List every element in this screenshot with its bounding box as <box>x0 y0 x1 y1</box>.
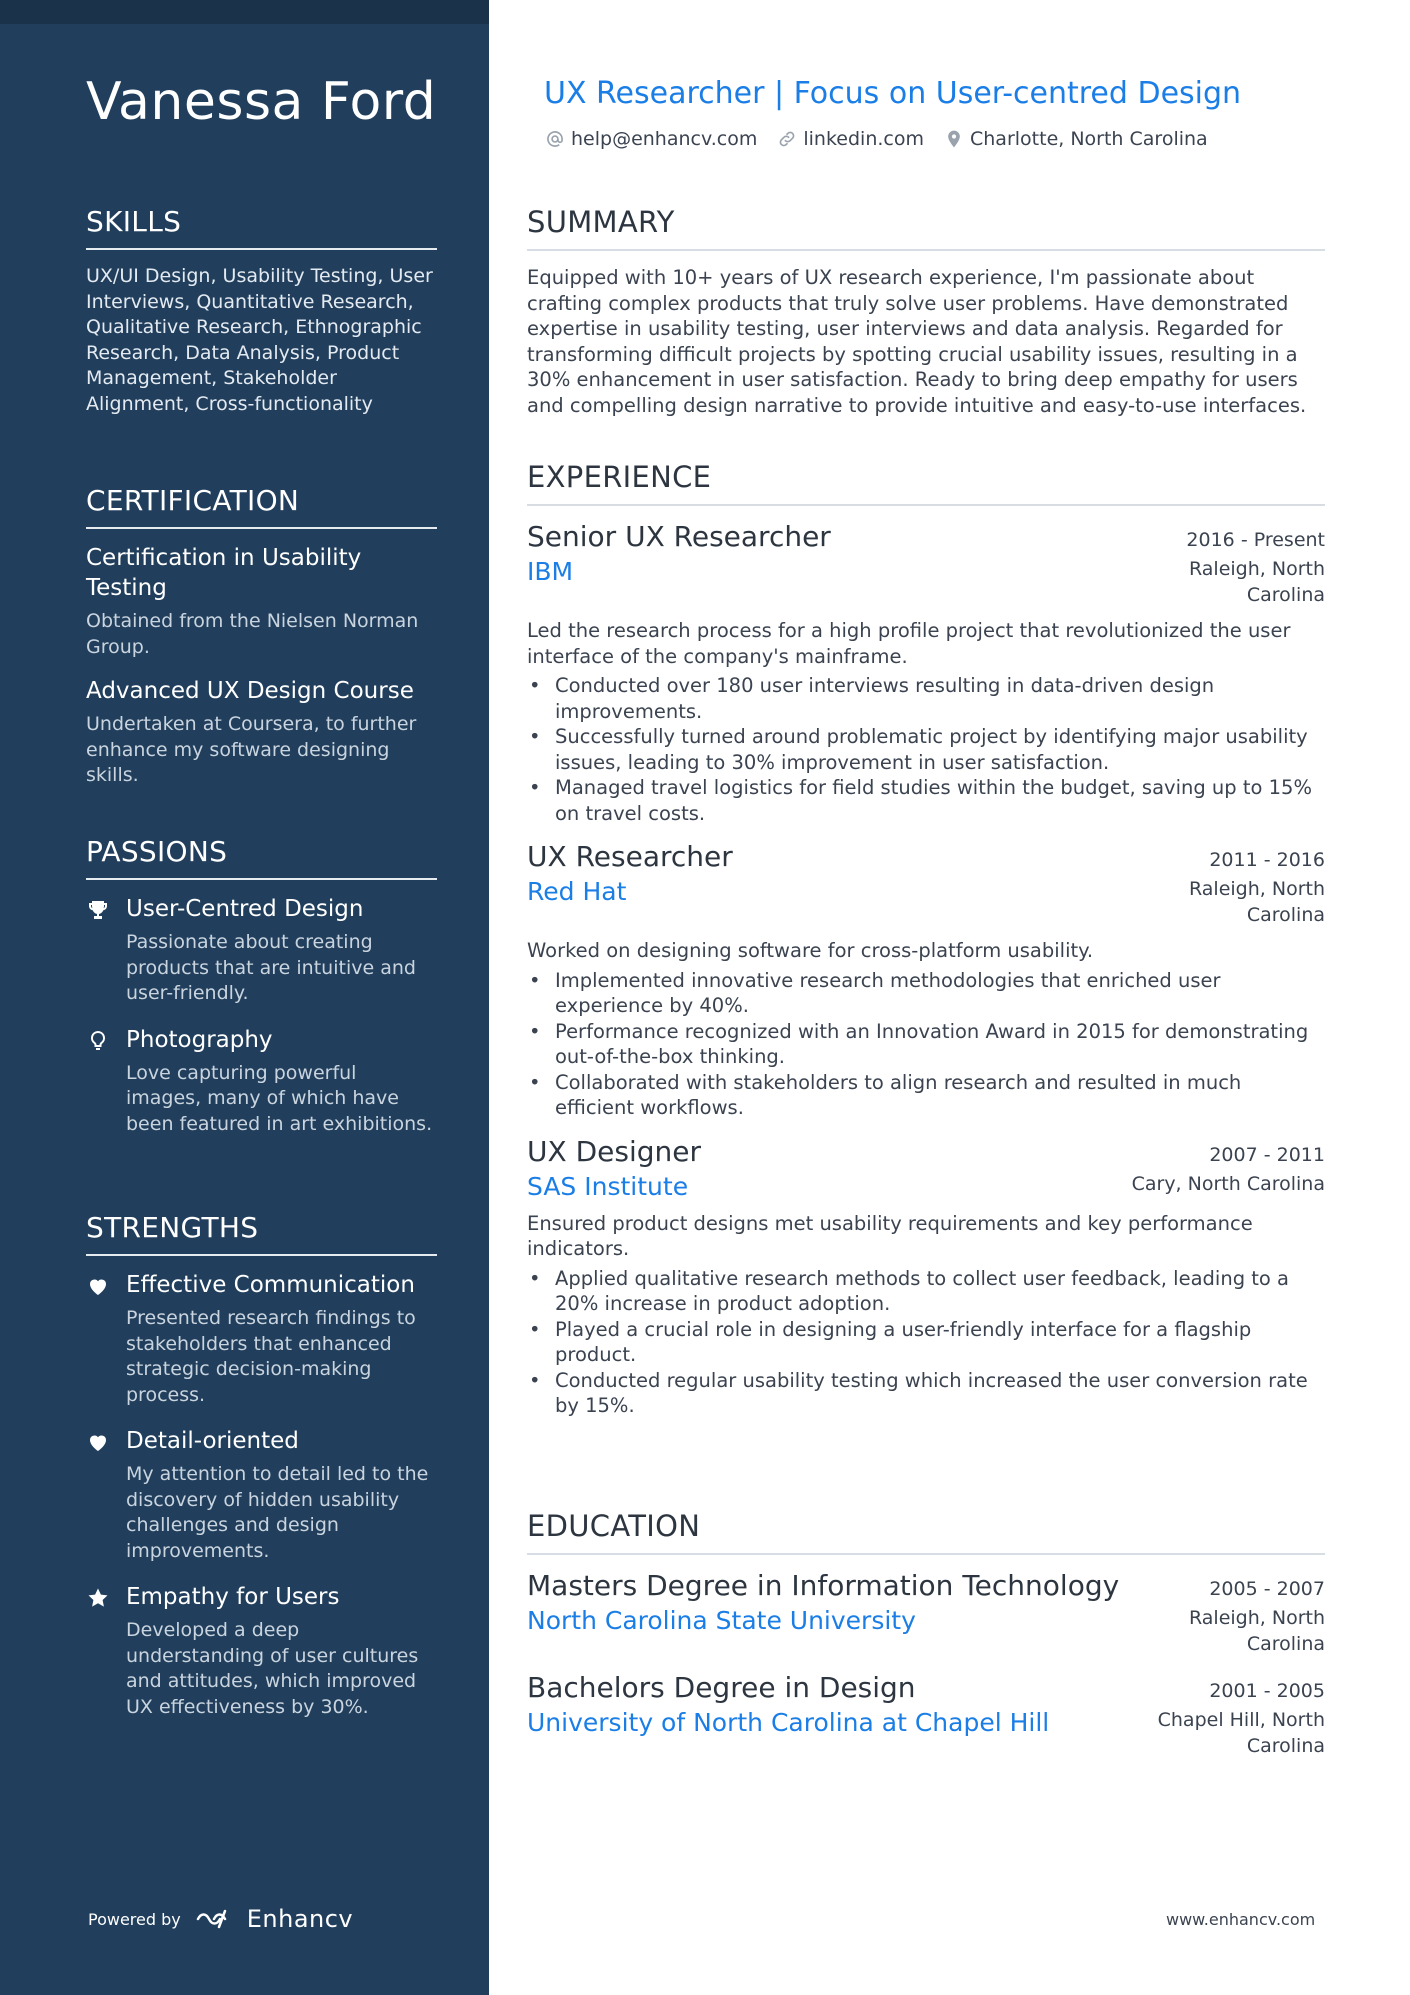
list-item: • Conducted over 180 user interviews resulting in data-driven design improvements. <box>527 673 1325 724</box>
location-pin-icon <box>944 129 964 149</box>
job-company[interactable]: IBM <box>527 557 574 586</box>
education-location: Raleigh, North Carolina <box>1189 1607 1325 1655</box>
linkedin-text: linkedin.com <box>803 128 924 150</box>
strength-title: Detail-oriented <box>126 1428 299 1454</box>
skills-section <box>86 205 437 417</box>
list-item: • Collaborated with stakeholders to align research and resulted in much efficient workflows. <box>527 1070 1325 1121</box>
strength-item <box>86 1582 437 1720</box>
skills-list: UX/UI Design, Usability Testing, User Interviews, Quantitative Research, Qualitative Research, Ethnographic Research, Data Analysis, Product Management, Stakeholder Alignment, Cross-functionality <box>86 265 433 415</box>
contact-location <box>944 128 1208 150</box>
job-location: Cary, North Carolina <box>1131 1172 1325 1195</box>
passion-title: User-Centred Design <box>126 896 364 922</box>
contact-bar <box>545 128 1208 150</box>
skills-heading: SKILLS <box>86 205 437 250</box>
passion-title: Photography <box>126 1026 273 1053</box>
passion-description: Love capturing powerful images, many of which have been featured in art exhibitions. <box>126 1061 433 1135</box>
strength-item <box>86 1270 437 1408</box>
powered-by-label: Powered by <box>88 1909 181 1929</box>
passion-description: Passionate about creating products that are intuitive and user-friendly. <box>126 931 416 1004</box>
powered-by <box>88 1905 353 1933</box>
passion-item <box>86 894 437 1007</box>
contact-linkedin[interactable] <box>777 128 924 150</box>
strength-description: Presented research findings to stakeholders that enhanced strategic decision-making process. <box>126 1307 416 1406</box>
school-name[interactable]: North Carolina State University <box>527 1606 916 1635</box>
strength-item <box>86 1426 437 1564</box>
list-item: • Managed travel logistics for field studies within the budget, saving up to 15% on travel costs. <box>527 775 1325 826</box>
summary-section <box>527 205 1325 418</box>
job-bullets <box>527 1266 1325 1419</box>
certification-description: Undertaken at Coursera, to further enhance my software designing skills. <box>86 713 417 786</box>
star-icon <box>86 1586 110 1610</box>
job-title: Senior UX Researcher <box>527 520 831 553</box>
contact-email[interactable] <box>545 128 757 150</box>
degree-title: Masters Degree in Information Technology <box>527 1569 1120 1602</box>
list-item: • Implemented innovative research methodologies that enriched user experience by 40%. <box>527 968 1325 1019</box>
enhancv-logo-icon <box>195 1907 239 1931</box>
job-entry <box>527 1135 1325 1419</box>
job-bullets <box>527 968 1325 1121</box>
summary-text: Equipped with 10+ years of UX research experience, I'm passionate about crafting complex products that truly solve user problems. Have demonstrated expertise in usability testing, user interviews and data analysis. Regarded for transforming difficult projects by spotting crucial usability issues, resulting in a 30% enhancement in user satisfaction. Ready to bring deep empathy for users and compelling design narrative to provide intuitive and easy-to-use interfaces. <box>527 266 1307 417</box>
sidebar <box>0 0 489 1995</box>
experience-heading: EXPERIENCE <box>527 460 1325 506</box>
education-section <box>527 1509 1325 1773</box>
link-icon <box>777 129 797 149</box>
location-text: Charlotte, North Carolina <box>970 128 1208 150</box>
certification-heading: CERTIFICATION <box>86 484 437 529</box>
strengths-section <box>86 1211 437 1738</box>
degree-title: Bachelors Degree in Design <box>527 1671 916 1704</box>
heart-icon <box>86 1274 110 1298</box>
strength-title: Effective Communication <box>126 1272 415 1298</box>
education-heading: EDUCATION <box>527 1509 1325 1555</box>
lightbulb-icon <box>86 1029 110 1053</box>
education-entry <box>527 1671 1325 1759</box>
website-link[interactable]: www.enhancv.com <box>1166 1910 1316 1929</box>
job-dates: 2007 - 2011 <box>1209 1143 1325 1166</box>
passions-section <box>86 835 437 1155</box>
job-title: UX Researcher <box>527 840 733 873</box>
strength-title: Empathy for Users <box>126 1584 340 1610</box>
sidebar-top-bar <box>0 0 489 24</box>
experience-section <box>527 460 1325 1433</box>
job-dates: 2016 - Present <box>1186 529 1325 551</box>
job-bullets <box>527 673 1325 826</box>
job-dates: 2011 - 2016 <box>1209 849 1325 871</box>
certification-title: Certification in Usability Testing <box>86 545 362 601</box>
list-item: • Conducted regular usability testing which increased the user conversion rate by 15%. <box>527 1368 1325 1419</box>
education-dates: 2005 - 2007 <box>1209 1578 1325 1600</box>
list-item: • Played a crucial role in designing a user-friendly interface for a flagship product. <box>527 1317 1325 1368</box>
enhancv-brand: Enhancv <box>246 1905 354 1933</box>
job-title: UX Designer <box>527 1134 701 1168</box>
education-entry <box>527 1569 1325 1657</box>
list-item: • Performance recognized with an Innovation Award in 2015 for demonstrating out-of-the-box thinking. <box>527 1019 1325 1070</box>
enhancv-logo[interactable] <box>195 1905 353 1933</box>
strengths-heading: STRENGTHS <box>86 1211 437 1256</box>
certification-section <box>86 484 437 805</box>
list-item: • Applied qualitative research methods to collect user feedback, leading to a 20% increase in product adoption. <box>527 1266 1325 1317</box>
passions-heading: PASSIONS <box>86 835 437 880</box>
job-description: Ensured product designs met usability requirements and key performance indicators. <box>527 1211 1253 1260</box>
job-location: Raleigh, North Carolina <box>1189 878 1325 926</box>
list-item: • Successfully turned around problematic project by identifying major usability issues, leading to 30% improvement in user satisfaction. <box>527 724 1325 775</box>
job-description: Led the research process for a high profile project that revolutionized the user interface of the company's mainframe. <box>527 619 1291 668</box>
job-entry <box>527 840 1325 1121</box>
headline: UX Researcher | Focus on User-centred Design <box>544 76 1242 111</box>
email-text: help@enhancv.com <box>571 128 758 150</box>
strength-description: My attention to detail led to the discovery of hidden usability challenges and design improvements. <box>126 1463 429 1562</box>
at-icon <box>545 129 565 149</box>
education-dates: 2001 - 2005 <box>1209 1680 1325 1702</box>
certification-description: Obtained from the Nielsen Norman Group. <box>86 610 419 658</box>
job-location: Raleigh, North Carolina <box>1189 558 1325 606</box>
passion-item <box>86 1025 437 1138</box>
summary-heading: SUMMARY <box>527 205 1325 251</box>
job-company[interactable]: Red Hat <box>527 877 627 906</box>
school-name[interactable]: University of North Carolina at Chapel Hill <box>527 1708 1050 1737</box>
education-location: Chapel Hill, North Carolina <box>1157 1709 1325 1757</box>
job-description: Worked on designing software for cross-platform usability. <box>527 939 1094 962</box>
candidate-name: Vanessa Ford <box>86 72 437 132</box>
job-entry <box>527 520 1325 826</box>
heart-icon <box>86 1430 110 1454</box>
strength-description: Developed a deep understanding of user cultures and attitudes, which improved UX effectiveness by 30%. <box>126 1619 419 1718</box>
job-company[interactable]: SAS Institute <box>527 1171 689 1201</box>
trophy-icon <box>86 898 110 922</box>
certification-title: Advanced UX Design Course <box>86 678 414 704</box>
